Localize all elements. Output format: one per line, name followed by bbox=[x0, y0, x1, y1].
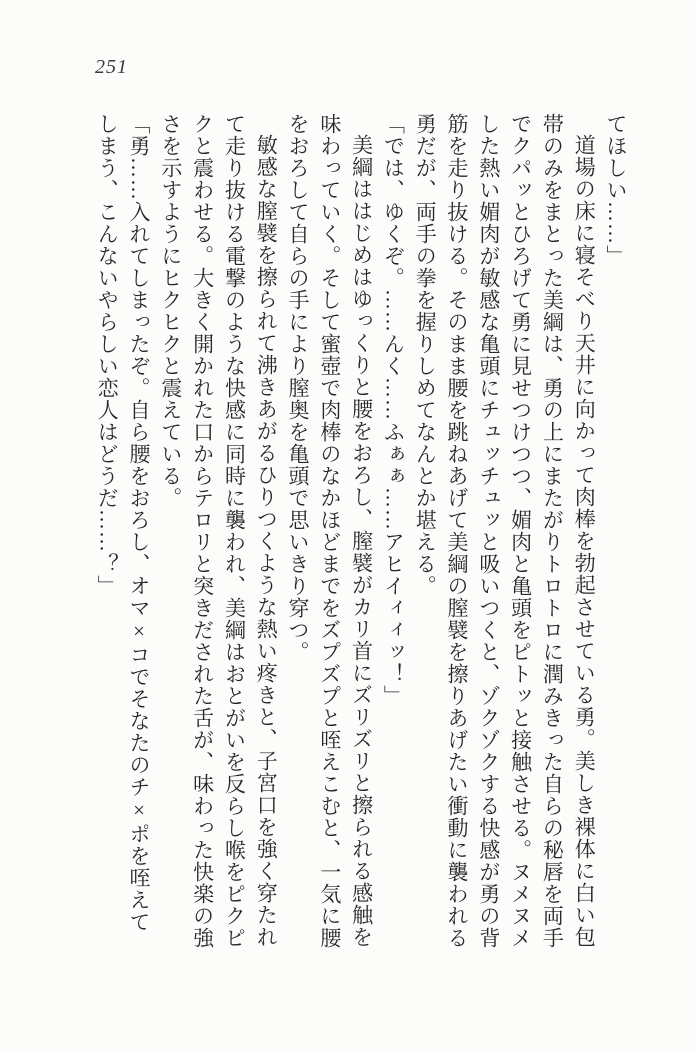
paragraph: 美綱ははじめはゆっくりと腰をおろし、膣襞がカリ首にズリズリと擦られる感触を味わっていく。そして蜜壺で肉棒のなかほどまでをズプズプと咥えこむと、一気に腰をおろして自らの手により膣奥を亀頭で思いきり穿つ。 bbox=[286, 113, 374, 949]
page-number: 251 bbox=[95, 56, 128, 78]
paragraph: 「では、ゆくぞ。……んく……ふぁぁ……アヒイィィッ！」 bbox=[381, 113, 406, 707]
paragraph: 敏感な膣襞を擦られて沸きあがるひりつくような熱い疼きと、子宮口を強く穿たれて走り抜ける電撃のような快感に同時に襲われ、美綱はおとがいを反らし喉をピクピクと震わせる。大きく開かれた口からテロリと突きだされた舌が、味わった快楽の強さを示すようにヒクヒクと震えている。 bbox=[158, 113, 279, 949]
paragraph: てほしい……」 bbox=[604, 113, 628, 267]
paragraph: 「勇……入れてしまったぞ。自ら腰をおろし、オマ×コでそなたのチ×ポを咥えてしまう、こんないやらしい恋人はどうだ……？」 bbox=[95, 113, 152, 933]
text-block bbox=[90, 113, 631, 953]
paragraph: 道場の床に寝そべり天井に向かって肉棒を勃起させている勇。美しき裸体に白い包帯のみをまとった美綱は、勇の上にまたがりトロトロに潤みきった自らの秘唇を両手でクパッとひろげて勇に見せつけつつ、媚肉と亀頭をピトッと接触させる。ヌメヌメした熱い媚肉が敏感な亀頭にチュッチュッと吸いつくと、ゾクゾクする快感が勇の背筋を走り抜ける。そのまま腰を跳ねあげて美綱の膣襞を擦りあげたい衝動に襲われる勇だが、両手の拳を握りしめてなんとか堪える。 bbox=[413, 113, 597, 949]
